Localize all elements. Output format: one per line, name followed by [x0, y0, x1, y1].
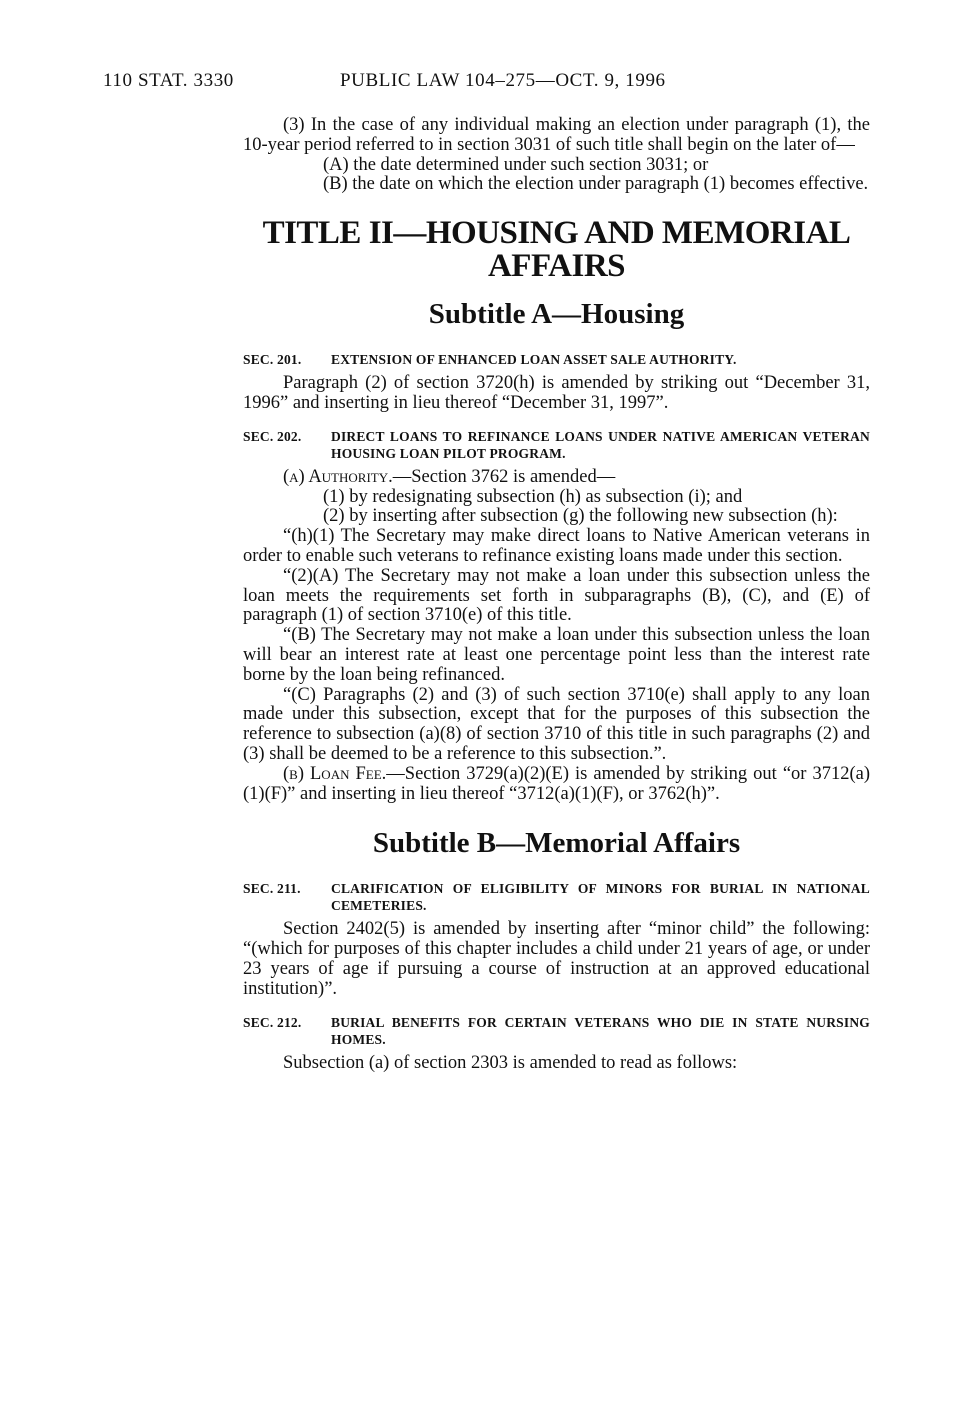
section-202-heading: [243, 428, 870, 462]
running-header: PUBLIC LAW 104–275—OCT. 9, 1996: [340, 70, 666, 91]
paragraph-h2a: “(2)(A) The Secretary may not make a loan under this subsection unless the loan meets the requirements set forth in subparagraphs (B), (C), and (E) of paragraph (1) of section 3710(e) of this title.: [243, 565, 870, 626]
subtitle-b-heading: Subtitle B—Memorial Affairs: [372, 827, 741, 860]
section-201-text: Paragraph (2) of section 3720(h) is amended by striking out “December 31, 1996” and inserting in lieu thereof “December 31, 1997”.: [243, 373, 870, 413]
section-number: SEC. 212.: [243, 1014, 302, 1030]
subsection-b-label: (b) Loan Fee.: [283, 763, 387, 784]
clause-a: (A) the date determined under such section 3031; or: [323, 154, 709, 175]
subtitle-a-heading: Subtitle A—Housing: [428, 298, 685, 331]
subsection-a-label: (a) Authority.: [283, 466, 393, 487]
paragraph-h2b: “(B) The Secretary may not make a loan under this subsection unless the loan will bear an interest rate at least one percentage point less than the interest rate borne by the loan being refinanced.: [243, 625, 870, 685]
subsection-b: [243, 765, 870, 805]
paragraph-h1: “(h)(1) The Secretary may make direct loans to Native American veterans in order to enable such veterans to refinance existing loans made under this section.: [243, 526, 870, 566]
section-212-heading: [243, 1014, 870, 1048]
section-number: SEC. 202.: [243, 428, 302, 444]
item-2: (2) by inserting after subsection (g) the following new subsection (h):: [323, 506, 838, 527]
page-stat-number: 110 STAT. 3330: [103, 70, 234, 91]
paragraph-3: (3) In the case of any individual making an election under paragraph (1), the 10-year period referred to in section 3031 of such title shall begin on the later of—: [243, 115, 870, 155]
section-number: SEC. 201.: [243, 352, 302, 368]
subsection-a-text: —Section 3762 is amended—: [392, 466, 616, 487]
title-heading: TITLE II—HOUSING AND MEMORIAL AFFAIRS: [262, 215, 851, 285]
section-201-heading: [243, 351, 870, 368]
clause-b: (B) the date on which the election under paragraph (1) becomes effective.: [323, 174, 869, 195]
section-title: EXTENSION OF ENHANCED LOAN ASSET SALE AUTHORITY.: [331, 352, 737, 368]
section-212-text: Subsection (a) of section 2303 is amended to read as follows:: [283, 1052, 738, 1073]
section-number: SEC. 211.: [243, 881, 301, 897]
section-211-text: Section 2402(5) is amended by inserting after “minor child” the following: “(which for purposes of this chapter includes a child under 21 years of age, or under 23 years of age if pursuing a course of instruction at an approved educational institution)”.: [243, 919, 870, 999]
subsection-b-text: —Section 3729(a)(2)(E) is amended by striking out “or 3712(a)(1)(F)” and inserting in lieu thereof “3712(a)(1)(F), or 3762(h)”.: [243, 763, 870, 804]
item-1: (1) by redesignating subsection (h) as subsection (i); and: [323, 486, 743, 507]
subsection-a: [243, 468, 870, 488]
paragraph-h2c: “(C) Paragraphs (2) and (3) of such section 3710(e) shall apply to any loan made under this subsection, except that for the purposes of this subsection the reference to subsection (a)(8) of section 3710 of this title in such paragraphs (2) and (3) shall be deemed to be a reference to this subsection.”.: [243, 684, 870, 764]
section-title: BURIAL BENEFITS FOR CERTAIN VETERANS WHO DIE IN STATE NURSING HOMES.: [331, 1014, 870, 1047]
document-body: [243, 116, 870, 1073]
section-title: DIRECT LOANS TO REFINANCE LOANS UNDER NATIVE AMERICAN VETERAN HOUSING LOAN PILOT PROGRAM.: [331, 428, 870, 461]
section-title: CLARIFICATION OF ELIGIBILITY OF MINORS FOR BURIAL IN NATIONAL CEMETERIES.: [331, 881, 870, 914]
section-211-heading: [243, 880, 870, 914]
